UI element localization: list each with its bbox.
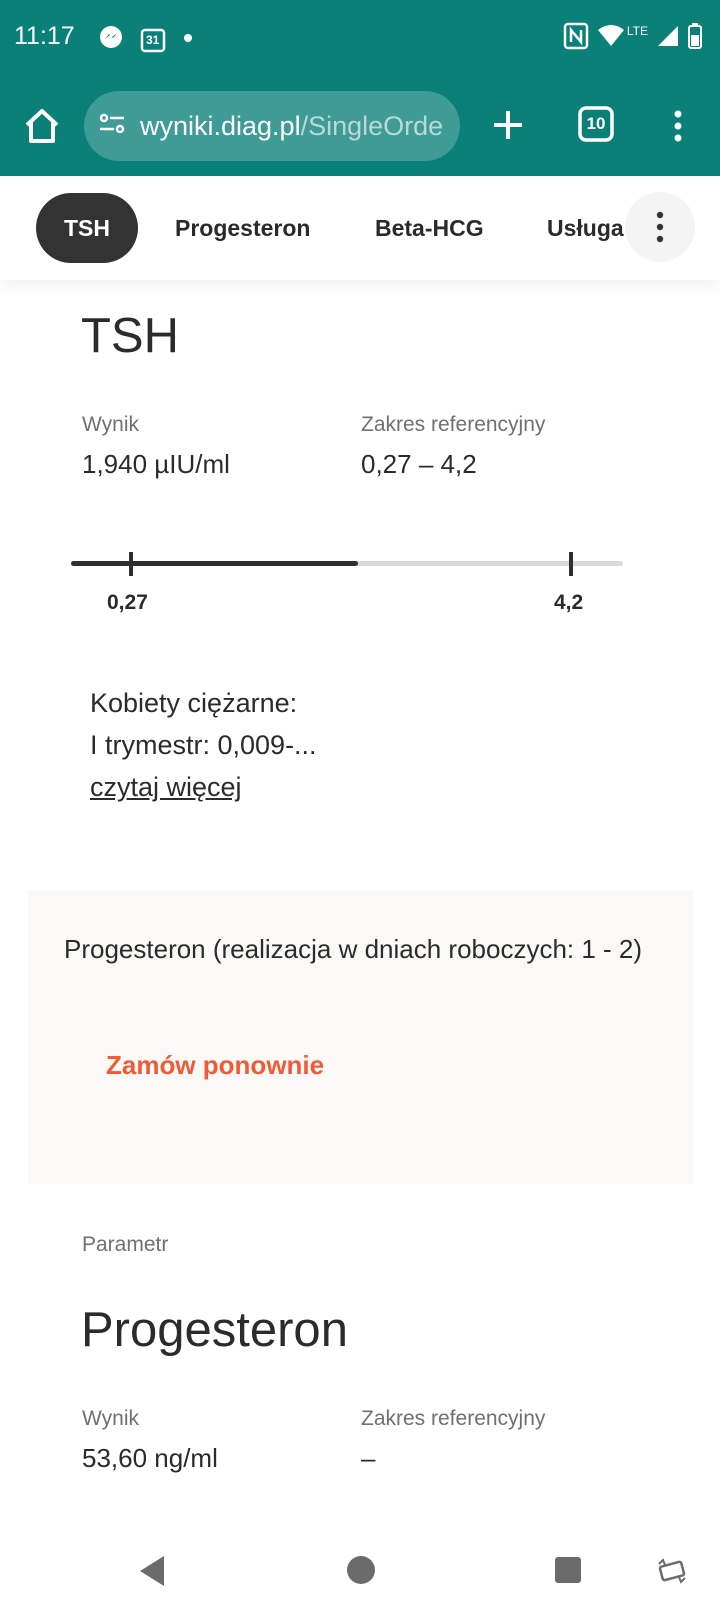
progesteron-result-label: Wynik (82, 1407, 139, 1430)
browser-menu-button[interactable] (662, 106, 694, 146)
wifi-icon (597, 24, 625, 53)
range-min-label: 0,27 (107, 591, 148, 614)
signal-icon (656, 24, 680, 53)
tsh-range-value: 0,27 – 4,2 (361, 449, 477, 479)
back-button[interactable] (136, 1554, 168, 1593)
home-icon (22, 106, 62, 146)
note-line-1: Kobiety ciężarne: (90, 688, 298, 718)
progesteron-result-value: 53,60 ng/ml (82, 1443, 218, 1473)
reorder-button[interactable]: Zamów ponownie (106, 1050, 325, 1080)
tsh-result-label: Wynik (82, 413, 139, 436)
url-host: wyniki.diag.pl (140, 110, 301, 141)
more-vert-icon (655, 211, 665, 243)
range-min-tick (129, 552, 133, 576)
reference-range-bar (71, 561, 623, 566)
reorder-card-text: Progesteron (realizacja w dniach roboczych: 1 - 2) (64, 934, 643, 964)
nfc-icon (563, 22, 589, 55)
tab-count: 10 (586, 114, 606, 133)
tsh-title: TSH (81, 309, 179, 363)
system-nav-bar (0, 1532, 720, 1612)
plus-icon (488, 105, 528, 145)
rotate-button[interactable] (655, 1554, 689, 1593)
url-text[interactable] (140, 111, 443, 142)
home-button[interactable] (22, 106, 62, 146)
note-line-2: I trymestr: 0,009-... (90, 730, 317, 760)
network-type: LTE (626, 23, 648, 38)
site-settings-icon[interactable] (98, 112, 126, 141)
read-more-link[interactable]: czytaj więcej (90, 772, 242, 802)
new-tab-button[interactable] (488, 105, 528, 145)
chip-beta-hcg[interactable]: Beta-HCG (375, 215, 484, 241)
home-circle-icon (345, 1554, 377, 1586)
chip-progesteron[interactable]: Progesteron (175, 215, 311, 241)
tsh-result-value: 1,940 µIU/ml (82, 449, 230, 479)
chip-more-button[interactable] (625, 192, 695, 262)
more-vert-icon (662, 106, 694, 146)
status-time: 11:17 (14, 22, 75, 50)
progesteron-title: Progesteron (81, 1303, 348, 1357)
recents-button[interactable] (553, 1555, 583, 1590)
range-max-tick (569, 552, 573, 576)
section-chip-bar (0, 176, 720, 280)
chip-usluga[interactable]: Usługa (547, 215, 624, 241)
status-bar (0, 0, 720, 78)
tab-switcher-button[interactable] (577, 105, 615, 143)
param-label: Parametr (82, 1233, 169, 1256)
recents-icon (553, 1555, 583, 1585)
progesteron-range-value: – (361, 1443, 376, 1473)
reorder-card (28, 890, 693, 1184)
rotate-icon (655, 1554, 689, 1588)
tsh-range-label: Zakres referencyjny (361, 413, 546, 436)
reference-range-fill (71, 561, 358, 566)
calendar-day: 31 (146, 32, 160, 47)
tsh-reference-note (90, 682, 317, 808)
calendar-icon (140, 27, 166, 53)
dot-icon (182, 31, 194, 49)
browser-toolbar (0, 78, 720, 176)
home-nav-button[interactable] (345, 1554, 377, 1591)
back-icon (136, 1554, 168, 1588)
progesteron-range-label: Zakres referencyjny (361, 1407, 546, 1430)
chip-tsh[interactable]: TSH (36, 193, 138, 263)
url-path: /SingleOrde (300, 110, 444, 141)
url-field[interactable] (84, 91, 460, 161)
range-max-label: 4,2 (554, 591, 584, 614)
battery-icon (688, 23, 702, 54)
messenger-icon (98, 24, 124, 55)
